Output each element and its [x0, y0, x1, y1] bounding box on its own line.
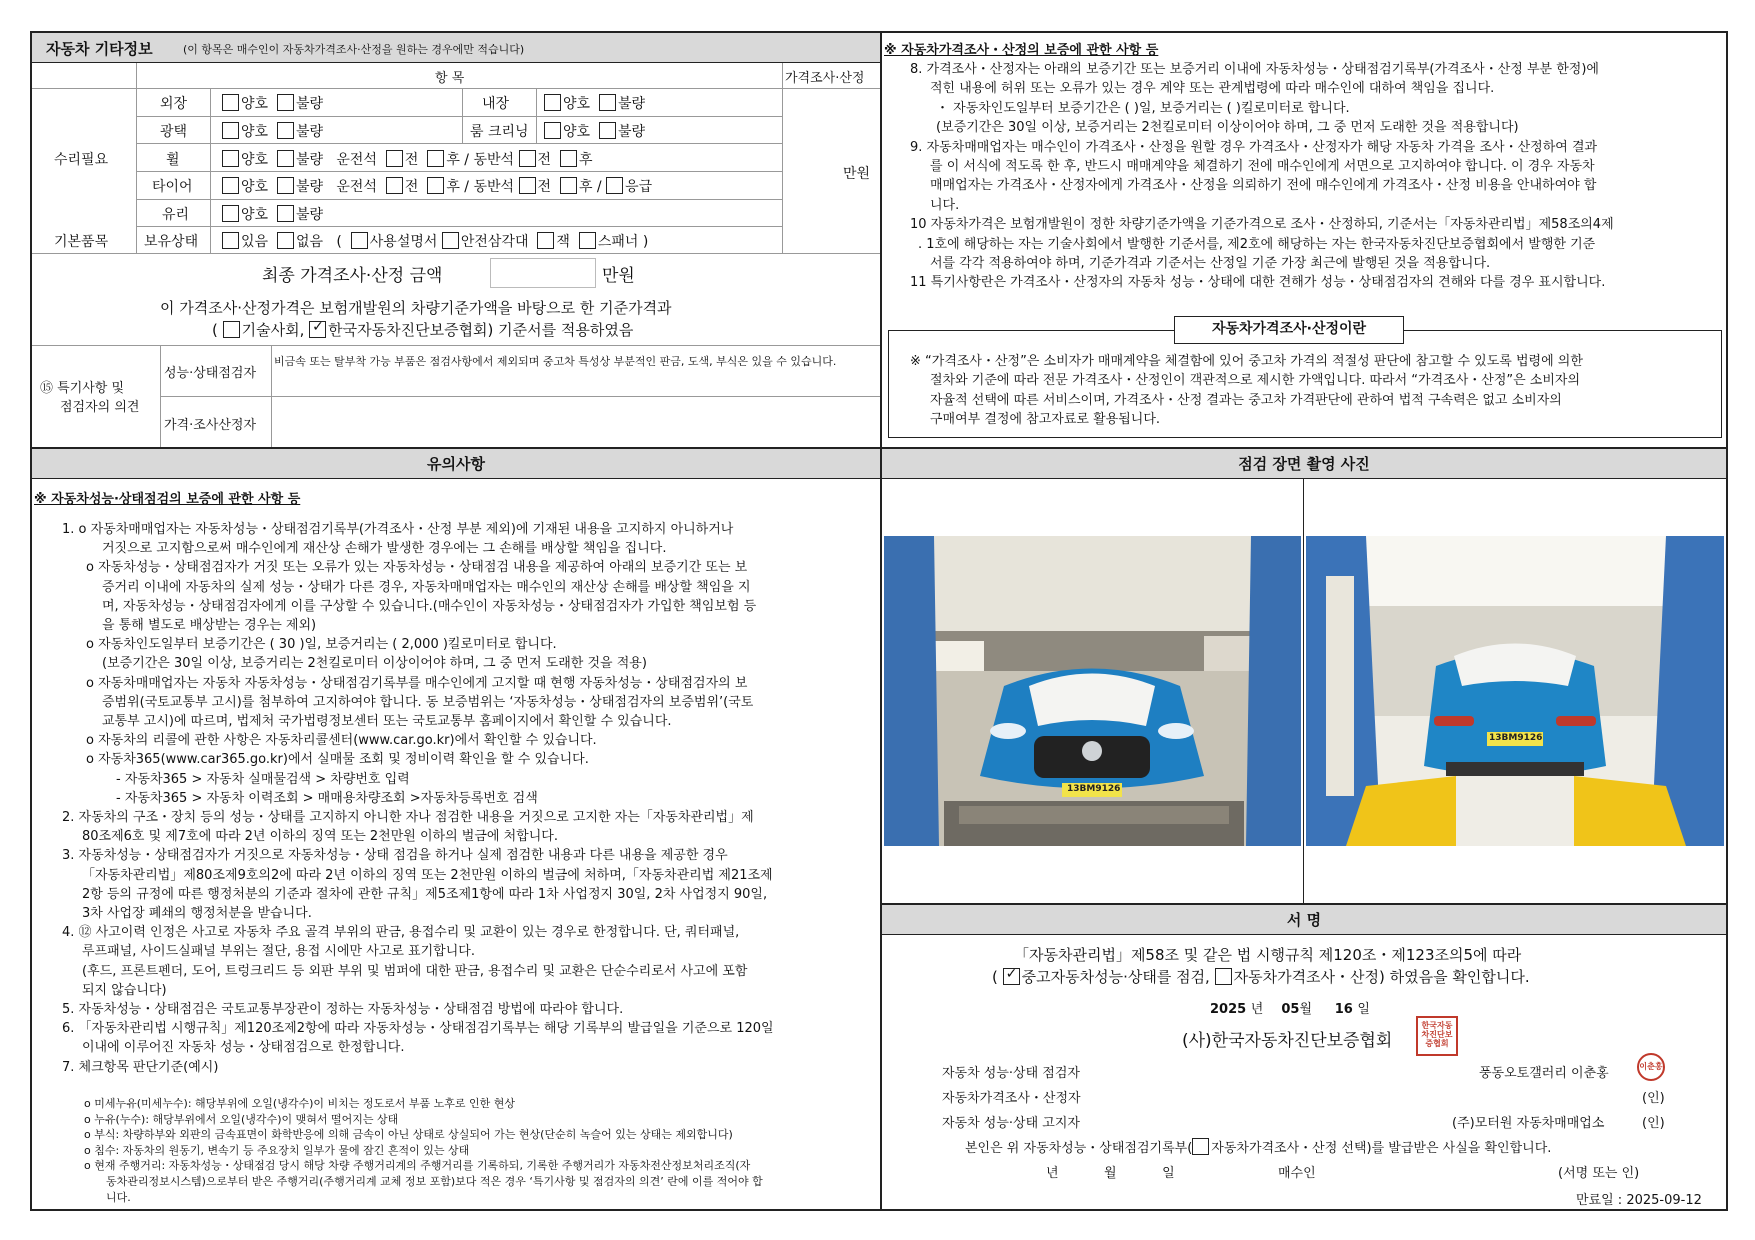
price-definition-title: 자동차가격조사·산정이란: [1174, 316, 1404, 344]
room-clean-options: 양호 불량: [544, 121, 645, 141]
notes-text: 1. o 자동차매매업자는 자동차성능・상태점검기록부(가격조사・산정 부분 제외)에 기재된 내용을 고지하지 아니하거나 거짓으로 고지함으로써 매수인에게 재산상 손해가 발생한 경우에는 그 손해를 배상할 책임을 집니다. o 자동차성능・상태점검자가 거짓 또는 오류가 있는 자동차성능・상태점검 내용을 제공하여 아래의 보증기간 또는 보 증거리 이내에 자동차의 실제 성능・상태가 다른 경우, 자동차매매업자는 매수인의 재산상 손해를 배상할 책임을 지 며, 자동차성능・상태점검자에게 이를 구상할 수 있습니다.(매수인이 자동차성능・상태점검자가 가입한 책임보험 등 을 통해 별도로 배상받는 경우는 제외) o 자동차인도일부터 보증기간은 ( 30 )일, 보증거리는 ( 2,000 )킬로미터로 합니다. (보증기간은 30일 이상, 보증거리는 2천킬로미터 이상이어야 하며, 그 중 먼저 도래한 것을 적용) o 자동차매매업자는 자동차 자동차성능・상태점검기록부를 매수인에게 고지할 때 현행 자동차성능・상태점검자의 보 증범위(국토교통부 고시)를 첨부하여 고지하여야 합니다. 동 보증범위는 ‘자동차성능・상태점검자의 보증범위’(국토 교통부 고시)에 따르며, 법제처 국가법령정보센터 또는 국토교통부 홈페이지에서 확인할 수 있습니다. o 자동차의 리콜에 관한 사항은 자동차리콜센터(www.car.go.kr)에서 확인할 수 있습니다. o 자동차365(www.car365.go.kr)에서 실매물 조회 및 정비이력 확인을 할 수 있습니다. - 자동차365 > 자동차 실매물검색 > 차량번호 입력 - 자동차365 > 자동차 이력조회 > 매매용차량조회 >자동차등록번호 검색 2. 자동차의 구조・장치 등의 성능・상태를 고지하지 아니한 자나 점검한 내용을 거짓으로 고지한 자는「자동차관리법」제 80조제6호 및 제7호에 따라 2년 이하의 징역 또는 2천만원 이하의 벌금에 처합니다. 3. 자동차성능・상태점검자가 거짓으로 자동차성능・상태 점검을 하거나 실제 점검한 내용과 다른 내용을 제공한 경우 「자동차관리법」제80조제9호의2에 따라 2년 이하의 징역 또는 2천만원 이하의 벌금에 처하며,「자동차관리법 제21조제 2항 등의 규정에 따른 행정처분의 기준과 절차에 관한 규칙」제5조제1항에 따라 1차 사업정지 30일, 2차 사업정지 90일, 3차 사업장 폐쇄의 행정처분을 받습니다. 4. ⑫ 사고이력 인정은 사고로 자동차 주요 골격 부위의 판금, 용접수리 및 교환이 있는 경우로 한정합니다. 단, 쿼터패널, 루프패널, 사이드실패널 부위는 절단, 용접 시에만 사고로 표기합니다. (후드, 프론트펜더, 도어, 트렁크리드 등 외판 부위 및 범퍼에 대한 판금, 용접수리 및 교환은 단순수리로서 사고에 포함 되지 않습니다) 5. 자동차성능・상태점검은 국토교통부장관이 정하는 자동차성능・상태점검 방법에 따라야 합니다. 6. 「자동차관리법 시행규칙」제120조제2항에 따라 자동차성능・상태점검기록부는 해당 기록부의 발급일을 기준으로 120일 이내에 이루어진 자동차 성능・상태점검으로 한정합니다. 7. 체크항목 판단기준(예시): [62, 522, 774, 1075]
receipt-line: 본인은 위 자동차성능・상태점검기록부( 자동차가격조사・산정 선택)를 발급받은 사실을 확인합니다.: [965, 1137, 1551, 1156]
notes-criteria-text: o 미세누유(미세누수): 해당부위에 오일(냉각수)이 비치는 정도로서 부품 노후로 인한 현상 o 누유(누수): 해당부위에서 오일(냉각수)이 맺혀서 떨어지는 상태 o 부식: 차량하부와 외판의 금속표면이 화학반응에 의해 금속이 아닌 상태로 상실되어 가는 현상(단순히 녹슬어 있는 상태는 제외합니다) o 침수: 자동차의 원동기, 변속기 등 주요장치 일부가 물에 잠긴 흔적이 있는 상태 o 현재 주행거리: 자동차성능・상태점검 당시 해당 차량 주행거리계의 주행거리를 기록하되, 기록한 주행거리가 자동차전산정보처리조직(자 동차관리정보시스템)으로부터 받은 주행거리(주행거리계 교체 정보 포함)보다 적은 경우 ‘특기사항 및 점검자의 의견’ 란에 이를 적어야 합 니다.: [84, 1097, 763, 1204]
tire-good-checkbox[interactable]: [222, 177, 239, 194]
row1-label: 자동차 성능·상태 점검자: [942, 1066, 1080, 1081]
final-price-field[interactable]: [490, 258, 596, 288]
front-photo-drawing: [884, 536, 1301, 846]
polish-options: 양호 불량: [222, 121, 323, 141]
interior-bad-checkbox[interactable]: [599, 94, 616, 111]
row2-label: 자동차가격조사・산정자: [942, 1091, 1081, 1106]
polish-bad-checkbox[interactable]: [277, 122, 294, 139]
signature-header: 서 명: [882, 905, 1726, 935]
basic-items-label: 기본품목: [54, 234, 109, 250]
vehicle-info-title: 자동차 기타정보: [46, 40, 153, 58]
inspection-photo-rear: [1306, 536, 1724, 846]
wheel-driver-front-checkbox[interactable]: [386, 150, 403, 167]
inspection-photo-front: [884, 536, 1301, 846]
basis-tech-society-checkbox[interactable]: [223, 321, 240, 338]
row-wheel-label: 휠: [166, 152, 180, 168]
basis-kaida-checkbox[interactable]: [309, 321, 326, 338]
notes-title: ※ 자동차성능·상태점검의 보증에 관한 사항 등: [34, 492, 301, 507]
owned-none-checkbox[interactable]: [277, 232, 294, 249]
wheel-passenger-front-checkbox[interactable]: [519, 150, 536, 167]
rear-plate-text: 13BM9126: [1489, 733, 1543, 743]
basis-line: 이 가격조사·산정가격은 보험개발원의 차량기준가액을 바탕으로 한 기준가격과: [160, 299, 672, 317]
confirm-appraisal-checkbox[interactable]: [1215, 968, 1232, 985]
price-unit: 만원: [843, 166, 871, 182]
row-exterior-label: 외장: [160, 96, 188, 112]
glass-good-checkbox[interactable]: [222, 205, 239, 222]
tire-driver-front-checkbox[interactable]: [386, 177, 403, 194]
tire-passenger-rear-checkbox[interactable]: [560, 177, 577, 194]
final-price-label: 최종 가격조사·산정 금액: [262, 266, 443, 286]
wheel-options: 양호 불량 운전석 전 후 / 동반석 전 후: [222, 149, 592, 169]
notes-header: 유의사항: [32, 449, 880, 479]
signature-law-line: 「자동차관리법」제58조 및 같은 법 시행규칙 제120조・제123조의5에 따라: [1014, 946, 1522, 964]
row-interior-label: 내장: [482, 96, 510, 112]
special-title-1: ⑮ 특기사항 및: [40, 381, 125, 396]
price-warranty-title: ※ 자동차가격조사・산정의 보증에 관한 사항 등: [884, 43, 1159, 58]
room-clean-bad-checkbox[interactable]: [599, 122, 616, 139]
exterior-good-checkbox[interactable]: [222, 94, 239, 111]
inspector-label: 성능·상태점검자: [164, 366, 257, 381]
price-definition-text: ※ “가격조사・산정”은 소비자가 매매계약을 체결함에 있어 중고차 가격의 적절성 판단에 참고할 수 있도록 법령에 의한 절차와 기준에 따라 전문 가격조사・산정인이 객관적으로 제시한 가액입니다. 따라서 “가격조사・산정”은 소비자의 자율적 선택에 따른 서비스이며, 가격조사・산정 결과는 중고차 가격판단에 관하여 법적 구속력은 없고 소비자의 구매여부 결정에 참고자료로 활용됩니다.: [910, 354, 1583, 428]
wheel-passenger-rear-checkbox[interactable]: [560, 150, 577, 167]
row-tire-label: 타이어: [152, 179, 193, 195]
exterior-options: 양호 불량: [222, 93, 323, 113]
special-title-2: 점검자의 의견: [60, 400, 140, 415]
front-plate-text: 13BM9126: [1067, 784, 1121, 794]
repair-needed-label: 수리필요: [54, 152, 109, 168]
tire-options: 양호 불량 운전석 전 후 / 동반석 전 후 / 응급: [222, 176, 652, 196]
owned-options: 있음 없음 ( 사용설명서 안전삼각대 잭 스패너 ): [222, 231, 648, 251]
glass-options: 양호 불량: [222, 204, 323, 224]
polish-good-checkbox[interactable]: [222, 122, 239, 139]
rear-photo-drawing: [1306, 536, 1724, 846]
spanner-checkbox[interactable]: [579, 232, 596, 249]
photos-header: 점검 장면 촬영 사진: [882, 449, 1726, 479]
wheel-good-checkbox[interactable]: [222, 150, 239, 167]
signature-confirm-line: ( ✓ 중고자동차성능·상태를 점검, 자동차가격조사・산정) 하였음을 확인합니다.: [992, 966, 1530, 987]
buyer-label: 매수인: [1278, 1166, 1316, 1181]
interior-options: 양호 불량: [544, 93, 645, 113]
receipt-date: 년 월 일: [1046, 1166, 1175, 1181]
basis-options: ( 기술사회, ✓ 한국자동차진단보증협회) 기준서를 적용하였음: [212, 319, 633, 340]
org-stamp: 한국자동차진단보증협회: [1416, 1016, 1458, 1056]
sign-date: 2025 년 05월 16 일: [1210, 1002, 1370, 1017]
jack-checkbox[interactable]: [537, 232, 554, 249]
tire-passenger-front-checkbox[interactable]: [519, 177, 536, 194]
row-owned-label: 보유상태: [144, 234, 199, 250]
row-polish-label: 광택: [160, 124, 188, 140]
wheel-driver-rear-checkbox[interactable]: [427, 150, 444, 167]
glass-bad-checkbox[interactable]: [277, 205, 294, 222]
tire-bad-checkbox[interactable]: [277, 177, 294, 194]
room-clean-good-checkbox[interactable]: [544, 122, 561, 139]
interior-good-checkbox[interactable]: [544, 94, 561, 111]
tire-emergency-checkbox[interactable]: [606, 177, 623, 194]
col-price-header: 가격조사·산정: [785, 71, 865, 86]
col-item-header: 항 목: [435, 71, 465, 86]
receipt-appraisal-checkbox[interactable]: [1192, 1138, 1209, 1155]
expiry-date: 만료일 : 2025-09-12: [1576, 1193, 1702, 1208]
row-room-clean-label: 룸 크리닝: [470, 124, 529, 140]
owned-have-checkbox[interactable]: [222, 232, 239, 249]
manual-checkbox[interactable]: [351, 232, 368, 249]
triangle-checkbox[interactable]: [442, 232, 459, 249]
row3-label: 자동차 성능·상태 고지자: [942, 1116, 1080, 1131]
confirm-inspection-checkbox[interactable]: [1003, 968, 1020, 985]
inspector-note: 비금속 또는 탈부착 가능 부품은 점검사항에서 제외되며 중고차 특성상 부분적인 판금, 도색, 부식은 있을 수 있습니다.: [274, 355, 837, 368]
sign-or-seal: (서명 또는 인): [1558, 1166, 1640, 1181]
row-glass-label: 유리: [162, 207, 190, 223]
final-price-unit: 만원: [602, 266, 635, 286]
price-warranty-text: 8. 가격조사・산정자는 아래의 보증기간 또는 보증거리 이내에 자동차성능・상태점검기록부(가격조사・산정 부분 한정)에 적힌 내용에 허위 또는 오류가 있는 경우 계약 또는 관계법령에 따라 매수인에 대하여 책임을 집니다. ・ 자동차인도일부터 보증기간은 ( )일, 보증거리는 ( )킬로미터로 합니다. (보증기간은 30일 이상, 보증거리는 2천킬로미터 이상이어야 하며, 그 중 먼저 도래한 것을 적용합니다) 9. 자동차매매업자는 매수인이 가격조사・산정을 원할 경우 가격조사・산정자가 해당 자동차 가격을 조사・산정하여 결과 를 이 서식에 적도록 한 후, 반드시 매매계약을 체결하기 전에 매수인에게 서면으로 고지하여야 합니다. 이 경우 자동차 매매업자는 가격조사・산정자에게 가격조사・산정을 의뢰하기 전에 매수인에게 가격조사・산정 비용을 안내하여야 합 니다. 10 자동차가격은 보험개발원이 정한 차량기준가액을 기준가격으로 조사・산정하되, 기준서는「자동차관리법」제58조의4제 . 1호에 해당하는 자는 기술사회에서 발행한 기준서를, 제2호에 해당하는 자는 한국자동차진단보증협회에서 발행한 기준 서를 각각 적용하여야 하며, 기준가격과 기준서는 산정일 기준 가장 최근에 발행된 것을 적용합니다. 11 특기사항란은 가격조사・산정자의 자동차 성능・상태에 대한 견해가 성능・상태점검자의 견해와 다를 경우 표시합니다.: [910, 62, 1614, 291]
wheel-bad-checkbox[interactable]: [277, 150, 294, 167]
org-name: (사)한국자동차진단보증협회: [1182, 1031, 1393, 1051]
row3-seal: (인): [1642, 1116, 1665, 1131]
appraiser-label: 가격·조사산정자: [164, 418, 257, 433]
exterior-bad-checkbox[interactable]: [277, 94, 294, 111]
vehicle-info-note: (이 항목은 매수인이 자동차가격조사·산정을 원하는 경우에만 적습니다): [183, 43, 525, 56]
tire-driver-rear-checkbox[interactable]: [427, 177, 444, 194]
inspector-seal: 이춘홍: [1637, 1053, 1665, 1081]
row3-value: (주)모터원 자동차매매업소: [1452, 1116, 1605, 1131]
row1-value: 풍동오토갤러리 이춘홍: [1479, 1066, 1609, 1081]
row2-seal: (인): [1642, 1091, 1665, 1106]
